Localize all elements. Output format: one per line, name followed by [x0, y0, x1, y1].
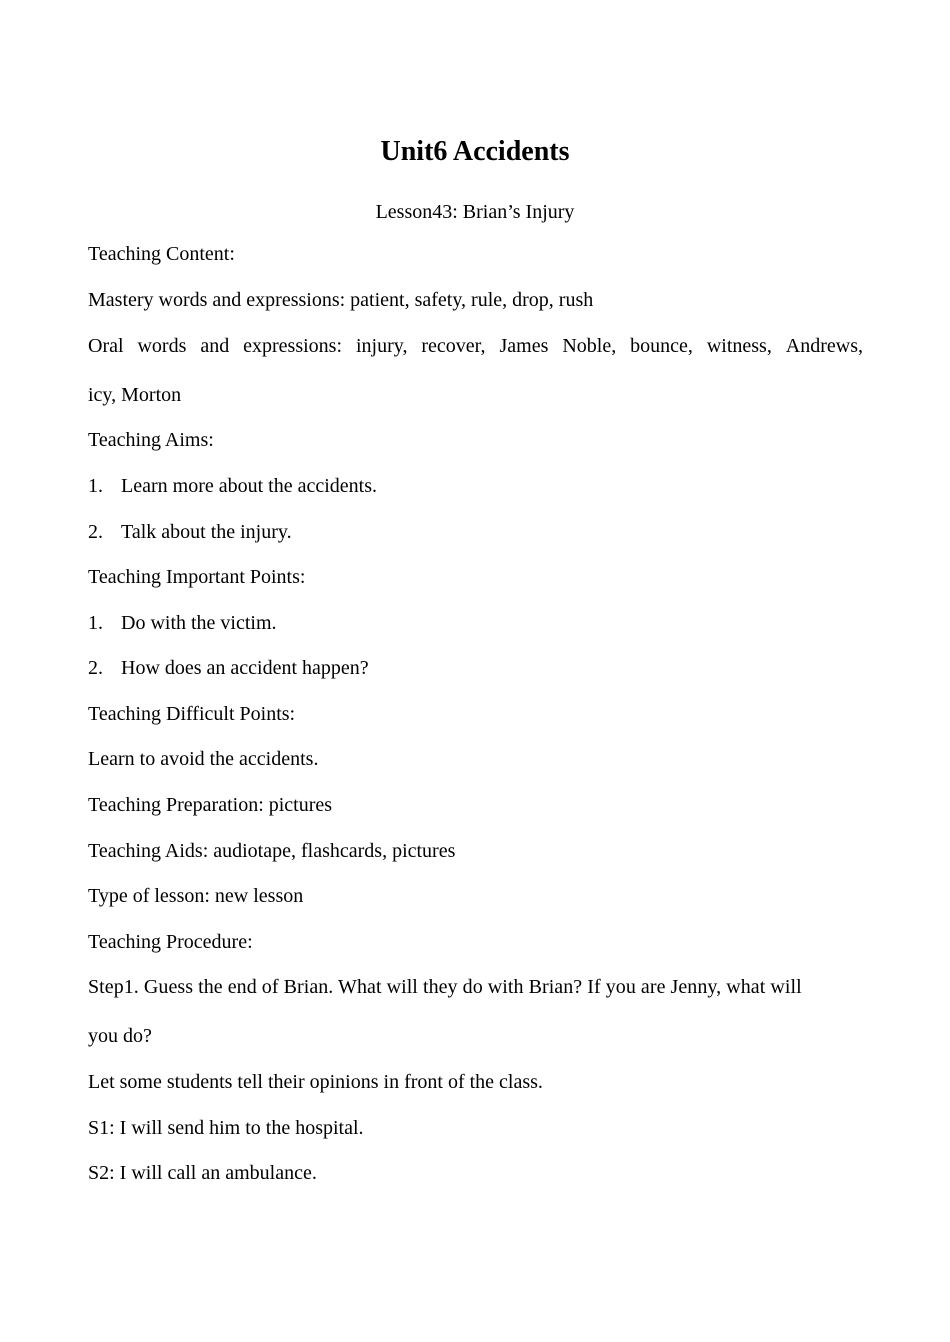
list-item	[88, 473, 863, 499]
list-text: Talk about the injury.	[121, 521, 292, 543]
teaching-content-heading: Teaching Content:	[88, 243, 235, 265]
lesson-type: Type of lesson: new lesson	[88, 885, 304, 907]
oral-word: Andrews,	[785, 335, 863, 357]
step1-line2: you do?	[88, 1025, 152, 1047]
list-number: 2.	[88, 521, 103, 543]
list-number: 2.	[88, 657, 103, 679]
mastery-words: Mastery words and expressions: patient, safety, rule, drop, rush	[88, 289, 594, 311]
oral-word: and	[200, 335, 230, 357]
list-item	[88, 519, 863, 545]
oral-word: expressions:	[243, 335, 343, 357]
list-text: How does an accident happen?	[121, 657, 369, 679]
oral-word: Noble,	[562, 335, 617, 357]
step1-instruction: Let some students tell their opinions in front of the class.	[88, 1071, 543, 1093]
teaching-aids: Teaching Aids: audiotape, flashcards, pictures	[88, 840, 456, 862]
difficult-points: Learn to avoid the accidents.	[88, 748, 319, 770]
oral-word: injury,	[355, 335, 408, 357]
teaching-aims-heading: Teaching Aims:	[88, 429, 214, 451]
student-response: S2: I will call an ambulance.	[88, 1162, 317, 1184]
list-text: Do with the victim.	[121, 612, 277, 634]
lesson-subtitle: Lesson43: Brian’s Injury	[375, 201, 575, 223]
list-item	[88, 610, 863, 636]
list-item	[88, 655, 863, 681]
oral-word: bounce,	[630, 335, 693, 357]
oral-word: Oral	[88, 335, 124, 357]
page-title: Unit6 Accidents	[380, 136, 570, 167]
oral-word: recover,	[421, 335, 486, 357]
oral-words-line2: icy, Morton	[88, 384, 182, 406]
step1-line1: Step1. Guess the end of Brian. What will they do with Brian? If you are Jenny, what will	[88, 976, 802, 998]
difficult-points-heading: Teaching Difficult Points:	[88, 703, 296, 725]
oral-word: James	[499, 335, 549, 357]
list-text: Learn more about the accidents.	[121, 475, 377, 497]
teaching-preparation: Teaching Preparation: pictures	[88, 794, 333, 816]
important-points-heading: Teaching Important Points:	[88, 566, 306, 588]
procedure-heading: Teaching Procedure:	[88, 931, 253, 953]
list-number: 1.	[88, 475, 103, 497]
student-response: S1: I will send him to the hospital.	[88, 1117, 364, 1139]
list-number: 1.	[88, 612, 103, 634]
oral-word: witness,	[706, 335, 772, 357]
oral-word: words	[137, 335, 187, 357]
oral-words-line1	[88, 333, 863, 359]
